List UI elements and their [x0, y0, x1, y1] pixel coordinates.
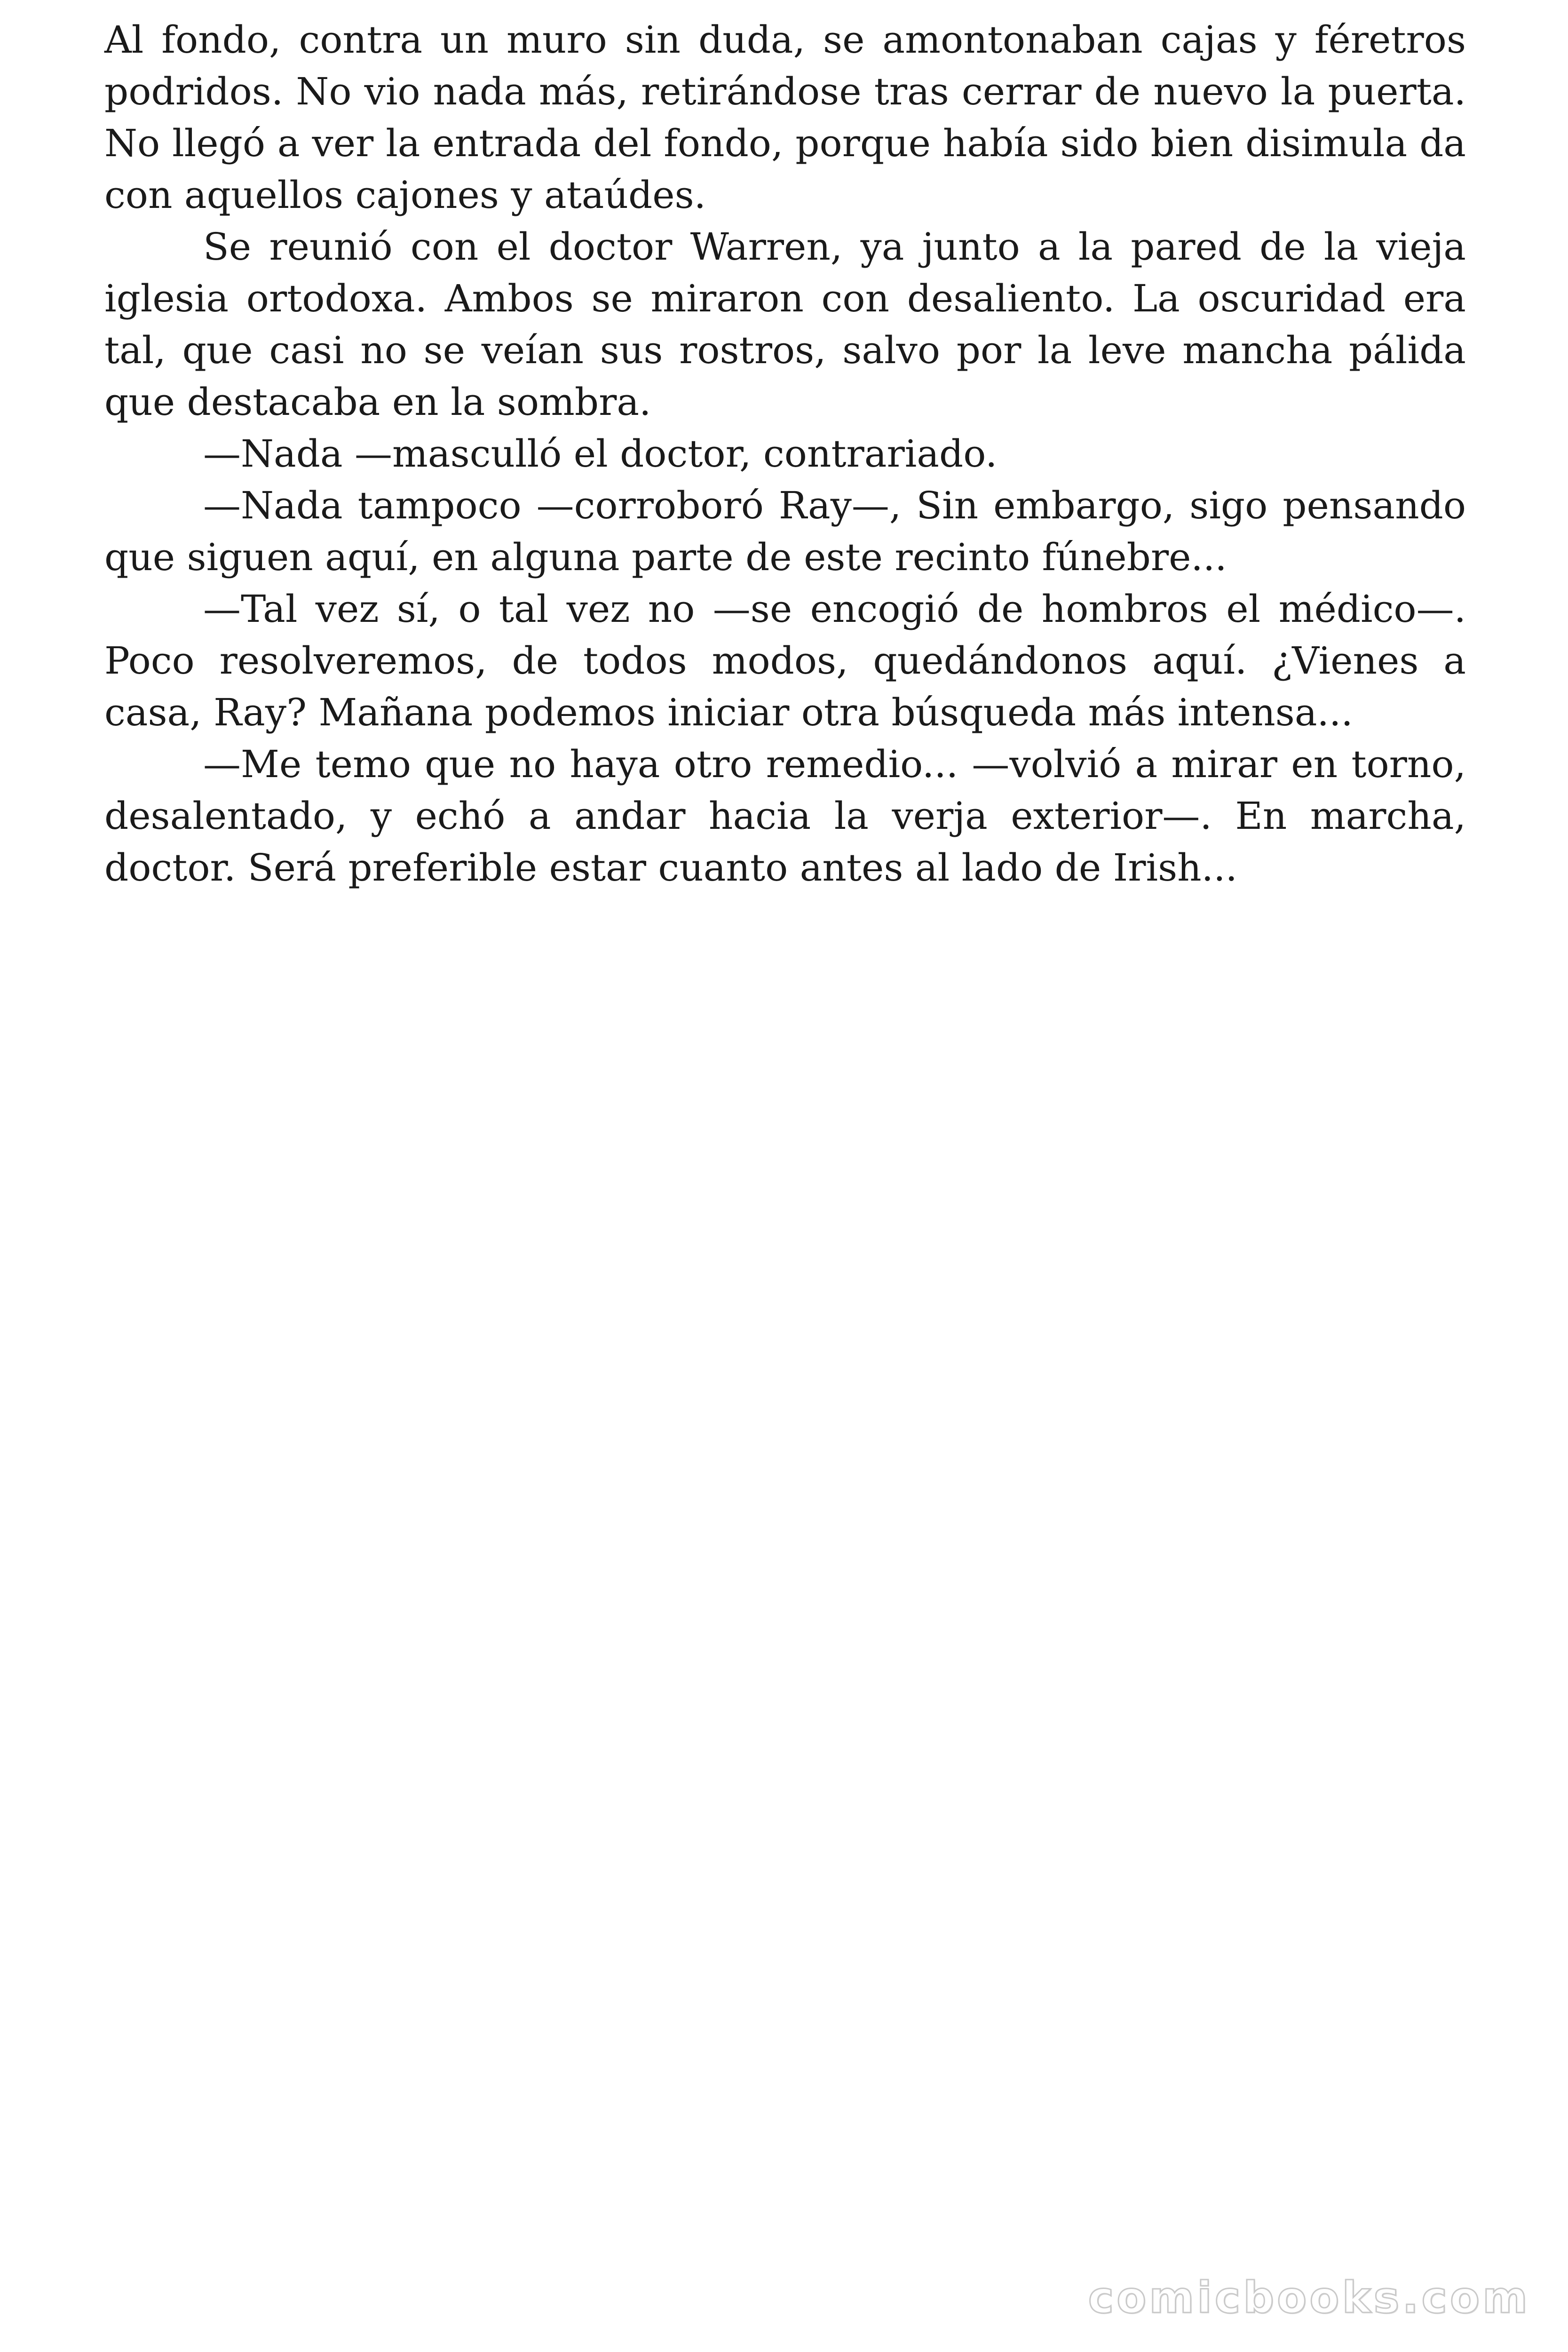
watermark-logo: comicbooks.com — [1088, 2273, 1530, 2323]
body-text — [104, 14, 1466, 894]
dialogue-paragraph: —Tal vez sí, o tal vez no —se encogió de hombros el médico—. Poco resolveremos, de todos modos, quedándonos aquí. ¿Vienes a casa, Ray? Mañana podemos iniciar otra búsqueda más intensa... — [104, 587, 1466, 734]
paragraph: Se reunió con el doctor Warren, ya junto a la pared de la vieja iglesia ortodoxa. Ambos se miraron con desaliento. La oscuridad era tal, que casi no se veían sus rostros, salvo por la leve mancha pálida que destacaba en la sombra. — [104, 225, 1466, 424]
dialogue-paragraph: —Nada —mascullό el doctor, contrariado. — [203, 432, 998, 476]
paragraph: Al fondo, contra un muro sin duda, se amontonaban cajas y féretros podridos. No vio nada más, retirándose tras cerrar de nuevo la puerta. No llegó a ver la entrada del fondo, porque había sido bien disimula da con aquellos cajones y ataúdes. — [104, 18, 1466, 217]
dialogue-paragraph: —Nada tampoco —corroboró Ray—, Sin embargo, sigo pensando que siguen aquí, en alguna parte de este recinto fúnebre... — [104, 484, 1466, 579]
dialogue-paragraph: —Me temo que no haya otro remedio... —volvió a mirar en torno, desalentado, y echó a andar hacia la verja exterior—. En marcha, doctor. Será preferible estar cuanto antes al lado de Irish... — [104, 742, 1466, 890]
